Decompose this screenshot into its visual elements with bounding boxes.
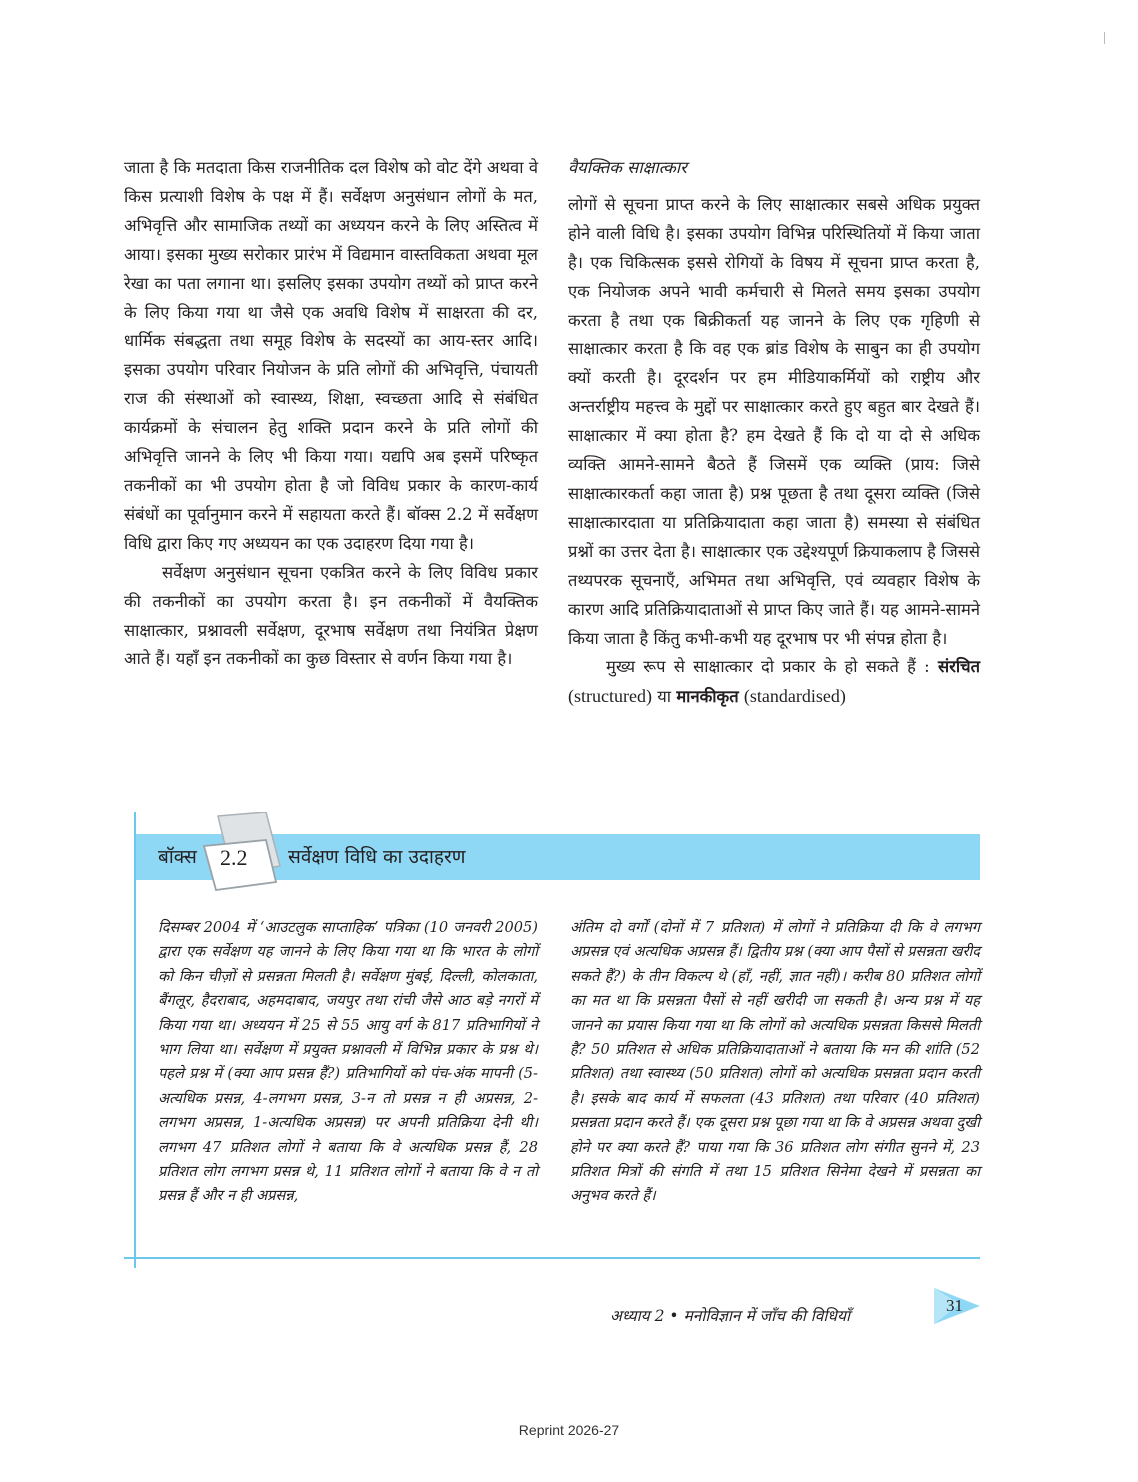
- left-paragraph-1: जाता है कि मतदाता किस राजनीतिक दल विशेष को वोट देंगे अथवा वे किस प्रत्याशी विशेष के पक्ष में हैं। सर्वेक्षण अनुसंधान लोगों के मत, अभिवृत्ति और सामाजिक तथ्यों का अध्ययन करने के लिए अस्तित्व में आया। इसका मुख्य सरोकार प्रारंभ में विद्यमान वास्तविकता अथवा मूल रेखा का पता लगाना था। इसलिए इसका उपयोग तथ्यों को प्राप्त करने के लिए किया गया था जैसे एक अवधि विशेष में साक्षरता की दर, धार्मिक संबद्धता तथा समूह विशेष के सदस्यों का आय-स्तर आदि। इसका उपयोग परिवार नियोजन के प्रति लोगों की अभिवृत्ति, पंचायती राज की संस्थाओं को स्वास्थ्य, शिक्षा, स्वच्छता आदि से संबंधित कार्यक्रमों के संचालन हेतु शक्ति प्रदान करने के प्रति लोगों की अभिवृत्ति जानने के लिए भी किया गया। यद्यपि अब इसमें परिष्कृत तकनीकों का भी उपयोग होता है जो विविध प्रकार के कारण-कार्य संबंधों का पूर्वानुमान करने में सहायता करते हैं। बॉक्स 2.2 में सर्वेक्षण विधि द्वारा किए गए अध्ययन का एक उदाहरण दिया गया है।: [124, 158, 538, 553]
- term-structured-en: (structured): [568, 686, 652, 707]
- section-subheading: वैयक्तिक साक्षात्कार: [568, 158, 687, 177]
- right-column: [568, 154, 980, 712]
- term-connector: या: [651, 687, 677, 707]
- box-right-column: [570, 916, 980, 1209]
- paragraph-text: मुख्य रूप से साक्षात्कार दो प्रकार के हो सकते हैं :: [606, 657, 938, 677]
- corner-crop-mark: [1104, 32, 1105, 44]
- left-paragraph-2: सर्वेक्षण अनुसंधान सूचना एकत्रित करने के लिए विविध प्रकार की तकनीकों का उपयोग करता है। इन तकनीकों में वैयक्तिक साक्षात्कार, प्रश्नावली सर्वेक्षण, दूरभाष सर्वेक्षण तथा नियंत्रित प्रेक्षण आते हैं। यहाँ इन तकनीकों का कुछ विस्तार से वर्णन किया गया है।: [124, 562, 538, 669]
- box-number: 2.2: [220, 845, 248, 870]
- box-left-rule: [134, 812, 136, 1268]
- term-structured: संरचित: [937, 657, 980, 677]
- box-right-text: अंतिम दो वर्गों (दोनों में 7 प्रतिशत) में लोगों ने प्रतिक्रिया दी कि वे लगभग अप्रसन्न एवं अत्यधिक अप्रसन्न हैं। द्वितीय प्रश्न (क्या आप पैसों से प्रसन्नता खरीद सकते हैं?) के तीन विकल्प थे (हाँ, नहीं, ज्ञात नहीं)। करीब 80 प्रतिशत लोगों का मत था कि प्रसन्नता पैसों से नहीं खरीदी जा सकती है। अन्य प्रश्न में यह जानने का प्रयास किया गया था कि लोगों को अत्यधिक प्रसन्नता किससे मिलती है? 50 प्रतिशत से अधिक प्रतिक्रियादाताओं ने बताया कि मन की शांति (52 प्रतिशत) तथा स्वास्थ्य (50 प्रतिशत) लोगों को अत्यधिक प्रसन्नता प्रदान करती है। इसके बाद कार्य में सफलता (43 प्रतिशत) तथा परिवार (40 प्रतिशत) प्रसन्नता प्रदान करते हैं। एक दूसरा प्रश्न पूछा गया था कि वे अप्रसन्न अथवा दुखी होने पर क्या करते हैं? पाया गया कि 36 प्रतिशत लोग संगीत सुनने में, 23 प्रतिशत मित्रों की संगति में तथा 15 प्रतिशत सिनेमा देखने में प्रसन्नता का अनुभव करते हैं।: [570, 919, 981, 1205]
- box-title: सर्वेक्षण विधि का उदाहरण: [288, 846, 466, 868]
- box-bottom-rule: [124, 1257, 980, 1259]
- box-left-text: दिसम्बर 2004 में ‘आउटलुक साप्ताहिक’ पत्रिका (10 जनवरी 2005) द्वारा एक सर्वेक्षण यह जानने के लिए किया गया था कि भारत के लोगों को किन चीज़ों से प्रसन्नता मिलती है। सर्वेक्षण मुंबई, दिल्ली, कोलकाता, बैंगलूर, हैदराबाद, अहमदाबाद, जयपुर तथा रांची जैसे आठ बड़े नगरों में किया गया था। अध्ययन में 25 से 55 आयु वर्ग के 817 प्रतिभागियों ने भाग लिया था। सर्वेक्षण में प्रयुक्त प्रश्नावली में विभिन्न प्रकार के प्रश्न थे। पहले प्रश्न में (क्या आप प्रसन्न हैं?) प्रतिभागियों को पंच-अंक मापनी (5-अत्यधिक प्रसन्न, 4-लगभग प्रसन्न, 3-न तो प्रसन्न न ही अप्रसन्न, 2-लगभग अप्रसन्न, 1-अत्यधिक अप्रसन्न) पर अपनी प्रतिक्रिया देनी थी। लगभग 47 प्रतिशत लोगों ने बताया कि वे अत्यधिक प्रसन्न हैं, 28 प्रतिशत लोग लगभग प्रसन्न थे, 11 प्रतिशत लोगों ने बताया कि वे न तो प्रसन्न हैं और न ही अप्रसन्न,: [158, 919, 538, 1205]
- page-number: 31: [946, 1296, 963, 1315]
- term-standardised-en: (standardised): [743, 686, 846, 707]
- box-left-column: [158, 916, 538, 1209]
- right-paragraph-2: [568, 653, 980, 712]
- left-column: [124, 154, 538, 674]
- chapter-footer: अध्याय 2 • मनोविज्ञान में जाँच की विधियाँ: [610, 1307, 850, 1325]
- term-standardised: मानकीकृत: [676, 687, 739, 707]
- right-paragraph-1: लोगों से सूचना प्राप्त करने के लिए साक्षात्कार सबसे अधिक प्रयुक्त होने वाली विधि है। इसका उपयोग विभिन्न परिस्थितियों में किया जाता है। एक चिकित्सक इससे रोगियों के विषय में सूचना प्राप्त करता है, एक नियोजक अपने भावी कर्मचारी से मिलते समय इसका उपयोग करता है तथा एक बिक्रीकर्ता यह जानने के लिए एक गृहिणी से साक्षात्कार करता है कि वह एक ब्रांड विशेष के साबुन का ही उपयोग क्यों करती है। दूरदर्शन पर हम मीडियाकर्मियों को राष्ट्रीय और अन्तर्राष्ट्रीय महत्त्व के मुद्दों पर साक्षात्कार करते हुए बहुत बार देखते हैं। साक्षात्कार में क्या होता है? हम देखते हैं कि दो या दो से अधिक व्यक्ति आमने-सामने बैठते हैं जिसमें एक व्यक्ति (प्राय: जिसे साक्षात्कारकर्ता कहा जाता है) प्रश्न पूछता है तथा दूसरा व्यक्ति (जिसे साक्षात्कारदाता या प्रतिक्रियादाता कहा जाता है) समस्या से संबंधित प्रश्नों का उत्तर देता है। साक्षात्कार एक उद्देश्यपूर्ण क्रियाकलाप है जिससे तथ्यपरक सूचनाएँ, अभिमत तथा अभिवृत्ति, एवं व्यवहार विशेष के कारण आदि प्रतिक्रियादाताओं से प्राप्त किए जाते हैं। यह आमने-सामने किया जाता है किंतु कभी-कभी यह दूरभाष पर भी संपन्न होता है।: [568, 194, 981, 648]
- reprint-note: Reprint 2026-27: [518, 1422, 620, 1438]
- box-label: बॉक्स: [158, 846, 197, 868]
